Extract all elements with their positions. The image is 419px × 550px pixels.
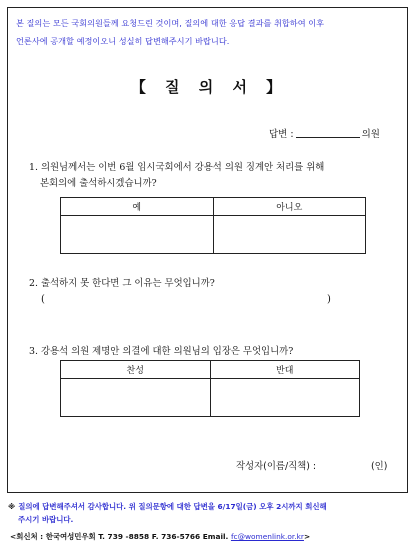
question-1-line-1: 의원님께서는 이번 6월 임시국회에서 강용석 의원 징계안 처리를 위해 [40,162,325,173]
contact-text: <회신처 : 한국여성민우회 T. 739 -8858 F. 736-5766 Email. [10,532,231,541]
question-1-header-yes: 예 [61,198,214,216]
question-1-cell-no[interactable] [213,216,366,254]
question-2-paren-close: ) [327,294,331,305]
contact-close: > [303,532,311,541]
question-2-paren-open: ( [41,294,45,305]
question-1-cell-yes[interactable] [61,216,214,254]
question-1-header-no: 아니오 [213,198,366,216]
footnote [8,500,412,526]
notice-line-2: 언론사에 공개할 예정이오니 성실히 답변해주시기 바랍니다. [16,36,230,46]
question-3-response-table [60,360,360,417]
page-title: 【 질 의 서 】 [130,78,289,96]
question-1-line-2: 본회의에 출석하시겠습니까? [40,178,157,189]
footnote-mark: ※ [8,502,16,511]
question-2 [29,276,215,292]
notice-line-1: 본 질의는 모든 국회의원들께 요청드린 것이며, 질의에 대한 응답 결과를 취합하여 이후 [16,18,325,28]
author-seal: (인) [371,461,388,472]
question-3-text: 강용석 의원 제명안 의결에 대한 의원님의 입장은 무엇입니까? [40,346,294,357]
answer-label: 답변 : [269,129,294,140]
answer-blank[interactable] [296,137,360,138]
question-3-cell-agree[interactable] [61,379,211,417]
question-3-number: 3. [29,346,38,357]
question-2-text: 출석하지 못 한다면 그 이유는 무엇입니까? [40,278,215,289]
question-2-number: 2. [29,278,38,289]
question-3-header-oppose: 반대 [210,361,360,379]
contact-email-link[interactable]: fc@womenlink.or.kr [230,532,304,541]
notice-text [16,14,401,50]
question-3-header-agree: 찬성 [61,361,211,379]
answer-field [269,126,380,140]
question-1 [29,160,389,192]
footnote-line-2: 주시기 바랍니다. [18,515,74,524]
question-1-response-table [60,197,366,254]
author-label: 작성자(이름/직책) : [236,461,317,472]
question-3-cell-oppose[interactable] [210,379,360,417]
question-3 [29,344,293,360]
contact-info [10,531,310,542]
question-1-number: 1. [29,162,38,173]
footnote-line-1: 질의에 답변해주셔서 감사합니다. 위 질의문항에 대한 답변을 6/17일(금) 오후 2시까지 회신해 [18,502,327,511]
answer-suffix: 의원 [361,129,380,140]
